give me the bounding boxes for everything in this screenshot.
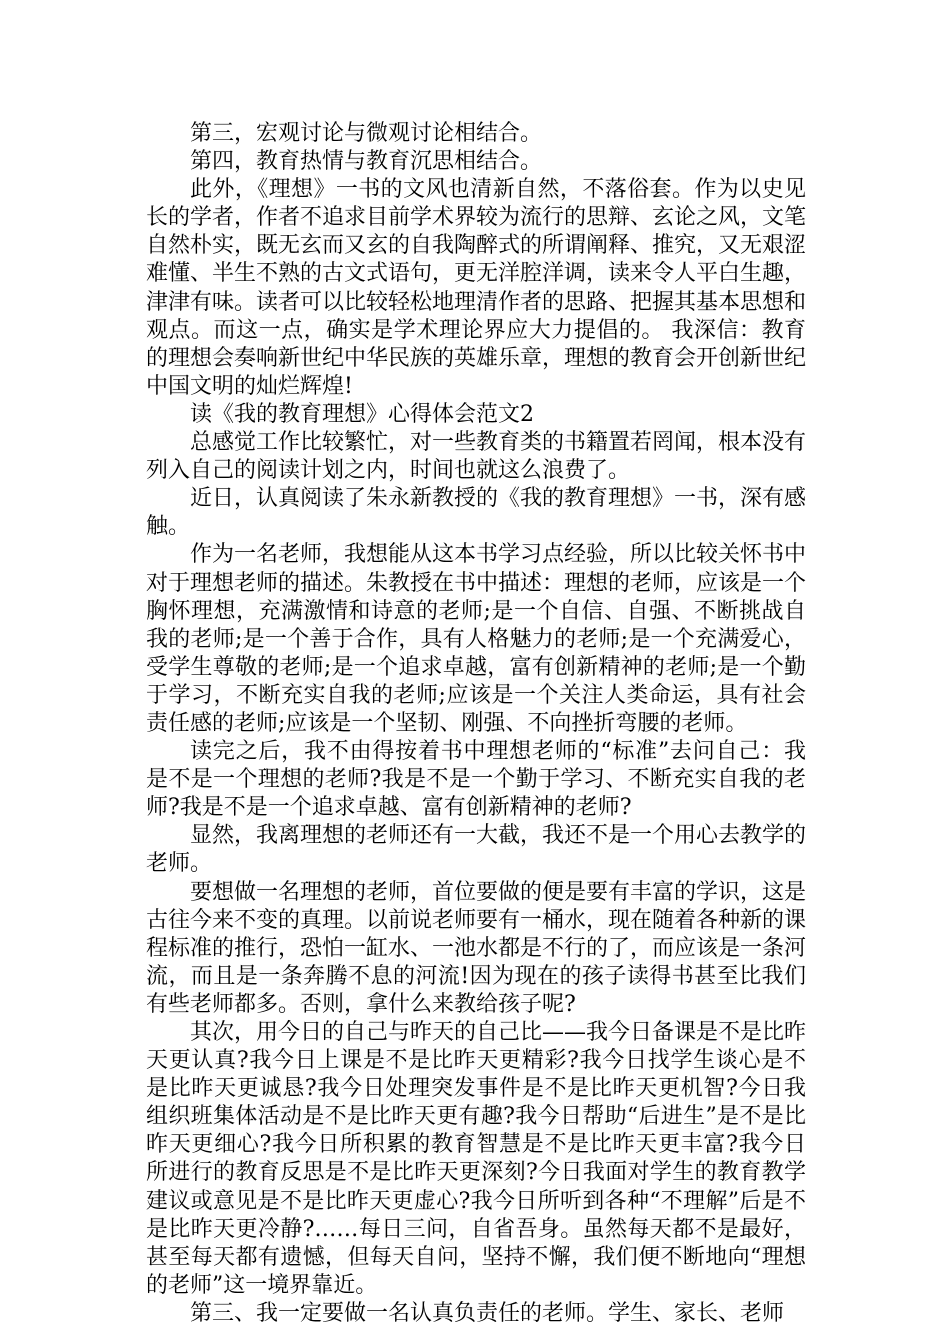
paragraph-recent-reading: 近日，认真阅读了朱永新教授的《我的教育理想》一书，深有感触。: [146, 486, 807, 540]
paragraph-self-questions: 读完之后，我不由得按着书中理想老师的“标准”去问自己：我是不是一个理想的老师?我是不是一个勤于学习、不断充实自我的老师?我是不是一个追求卓越、富有创新精神的老师?: [146, 739, 806, 821]
paragraph-responsibility: 第三、我一定要做一名认真负责任的老师。学生、家长、老师: [190, 1300, 785, 1326]
paragraph-writing-style: 此外，《理想》一书的文风也清新自然，不落俗套。作为以史见长的学者，作者不追求目前学术界较为流行的思辩、玄论之风，文笔自然朴实，既无玄而又玄的自我陶醉式的所谓阐释、推究，又无艰涩难懂、半生不熟的古文式语句，更无洋腔洋调，读来令人平白生趣，津津有味。读者可以比较轻松地理清作者的思路、把握其基本思想和观点。而这一点，确实是学术理论界应大力提倡的。 我深信：教育的理想会奏响新世纪中华民族的英雄乐章，理想的教育会开创新世纪中国文明的灿烂辉煌!: [146, 177, 807, 399]
paragraph-knowledge: 要想做一名理想的老师，首位要做的便是要有丰富的学识，这是古往今来不变的真理。以前说老师要有一桶水，现在随着各种新的课程标准的推行，恐怕一缸水、一池水都是不行的了，而应该是一条河流，而且是一条奔腾不息的河流!因为现在的孩子读得书甚至比我们有些老师都多。否则，拿什么来教给孩子呢?: [146, 879, 807, 1017]
paragraph-busy-work: 总感觉工作比较繁忙，对一些教育类的书籍置若罔闻，根本没有列入自己的阅读计划之内，时间也就这么浪费了。: [146, 430, 807, 484]
document-body: [146, 120, 806, 1328]
paragraph-point-three: 第三，宏观讨论与微观讨论相结合。: [190, 121, 543, 146]
paragraph-ideal-teacher: 作为一名老师，我想能从这本书学习点经验，所以比较关怀书中对于理想老师的描述。朱教授在书中描述：理想的老师，应该是一个胸怀理想，充满激情和诗意的老师;是一个自信、自强、不断挑战自我的老师;是一个善于合作，具有人格魅力的老师;是一个充满爱心，受学生尊敬的老师;是一个追求卓越，富有创新精神的老师;是一个勤于学习，不断充实自我的老师;应该是一个关注人类命运，具有社会责任感的老师;应该是一个坚韧、刚强、不向挫折弯腰的老师。: [146, 542, 807, 736]
paragraph-gap: 显然，我离理想的老师还有一大截，我还不是一个用心去教学的老师。: [146, 823, 807, 877]
paragraph-daily-comparison: 其次，用今日的自己与昨天的自己比——我今日备课是不是比昨天更认真?我今日上课是不是比昨天更精彩?我今日找学生谈心是不是比昨天更诚恳?我今日处理突发事件是不是比昨天更机智?今日我组织班集体活动是不是比昨天更有趣?我今日帮助“后进生”是不是比昨天更细心?我今日所积累的教育智慧是不是比昨天更丰富?我今日所进行的教育反思是不是比昨天更深刻?今日我面对学生的教育教学建议或意见是不是比昨天更虚心?我今日所听到各种“不理解”后是不是比昨天更冷静?……每日三问，自省吾身。虽然每天都不是最好，甚至每天都有遗憾，但每天自问，坚持不懈，我们便不断地向“理想的老师”这一境界靠近。: [146, 1020, 807, 1298]
paragraph-point-four: 第四，教育热情与教育沉思相结合。: [190, 149, 543, 175]
section-heading: 读《我的教育理想》心得体会范文2: [190, 401, 534, 427]
